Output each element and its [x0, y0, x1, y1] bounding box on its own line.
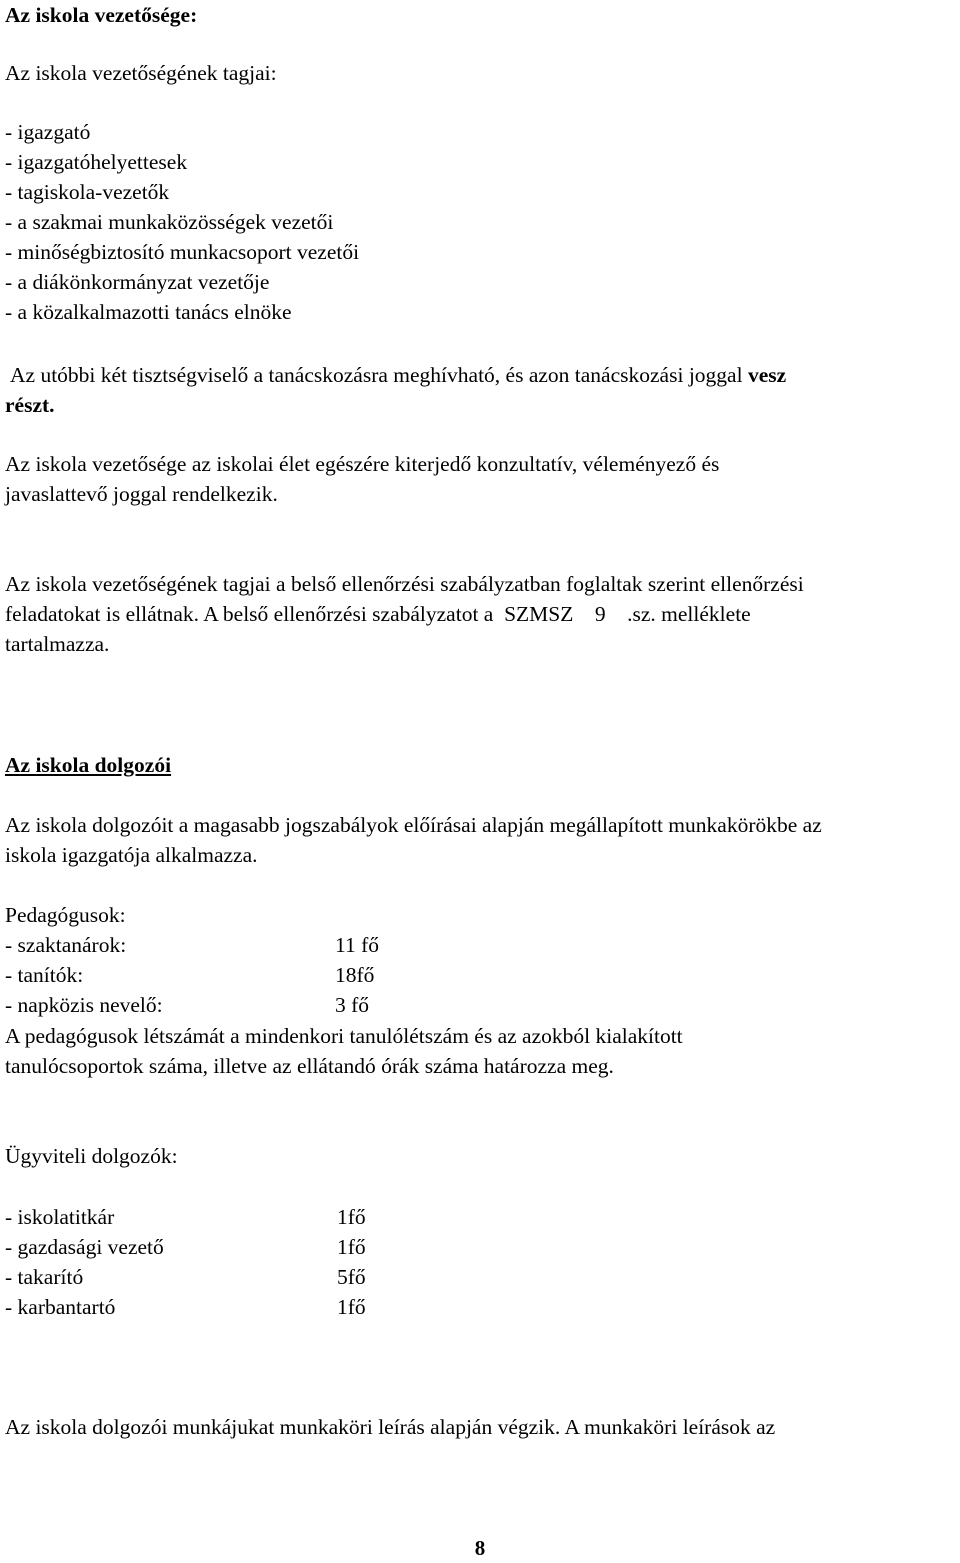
- list-item: - igazgató: [5, 120, 91, 144]
- paragraph-line: A pedagógusok létszámát a mindenkori tanulólétszám és az azokból kialakított: [5, 1024, 683, 1048]
- paragraph-line: Az iskola vezetőségének tagjai a belső ellenőrzési szabályzatban foglaltak szerint ellenőrzési: [5, 572, 804, 596]
- table-row: [5, 960, 83, 990]
- paragraph-bold-text: részt.: [5, 393, 55, 417]
- list-item: - a szakmai munkaközösségek vezetői: [5, 210, 334, 234]
- paragraph-bold-text: vesz: [747, 363, 787, 387]
- teachers-heading: Pedagógusok:: [5, 903, 126, 927]
- paragraph-line: [10, 360, 786, 390]
- count-value: 1fő: [337, 1235, 366, 1259]
- list-item: - a közalkalmazotti tanács elnöke: [5, 300, 292, 324]
- role-label: - gazdasági vezető: [5, 1235, 164, 1259]
- role-label: - karbantartó: [5, 1295, 116, 1319]
- table-row: [5, 930, 126, 960]
- role-label: - takarító: [5, 1265, 84, 1289]
- count-value: 3 fő: [335, 993, 370, 1017]
- table-row: [5, 1232, 164, 1262]
- role-label: - szaktanárok:: [5, 933, 127, 957]
- paragraph-line: tanulócsoportok száma, illetve az ellátandó órák száma határozza meg.: [5, 1054, 614, 1078]
- list-item: - minőségbiztosító munkacsoport vezetői: [5, 240, 360, 264]
- leadership-members-intro: Az iskola vezetőségének tagjai:: [5, 61, 277, 85]
- list-item: - igazgatóhelyettesek: [5, 150, 188, 174]
- paragraph-line: tartalmazza.: [5, 632, 110, 656]
- paragraph-line: Az iskola vezetősége az iskolai élet egészére kiterjedő konzultatív, véleményező és: [5, 452, 720, 476]
- table-row: [5, 1292, 115, 1322]
- count-value: 1fő: [337, 1205, 366, 1229]
- role-label: - napközis nevelő:: [5, 993, 163, 1017]
- list-item: - a diákönkormányzat vezetője: [5, 270, 270, 294]
- admin-heading: Ügyviteli dolgozók:: [5, 1144, 178, 1168]
- paragraph-line: javaslattevő joggal rendelkezik.: [5, 482, 278, 506]
- paragraph-line: iskola igazgatója alkalmazza.: [5, 843, 258, 867]
- paragraph-text: Az utóbbi két tisztségviselő a tanácskozásra meghívható, és azon tanácskozási joggal: [10, 363, 743, 387]
- table-row: [5, 1262, 83, 1292]
- role-label: - tanítók:: [5, 963, 84, 987]
- count-value: 11 fő: [335, 933, 379, 957]
- count-value: 18fő: [335, 963, 375, 987]
- paragraph-line: Az iskola dolgozóit a magasabb jogszabályok előírásai alapján megállapított munkakörökbe az: [5, 813, 822, 837]
- page-number: 8: [474, 1536, 486, 1560]
- table-row: [5, 990, 163, 1020]
- list-item: - tagiskola-vezetők: [5, 180, 170, 204]
- count-value: 1fő: [337, 1295, 366, 1319]
- count-value: 5fő: [337, 1265, 366, 1289]
- leadership-heading: Az iskola vezetősége:: [5, 3, 198, 27]
- table-row: [5, 1202, 114, 1232]
- role-label: - iskolatitkár: [5, 1205, 115, 1229]
- paragraph-line: Az iskola dolgozói munkájukat munkaköri leírás alapján végzik. A munkaköri leírások az: [5, 1415, 776, 1439]
- staff-heading: Az iskola dolgozói: [5, 753, 172, 777]
- paragraph-line: feladatokat is ellátnak. A belső ellenőrzési szabályzatot a SZMSZ 9 .sz. melléklete: [5, 602, 751, 626]
